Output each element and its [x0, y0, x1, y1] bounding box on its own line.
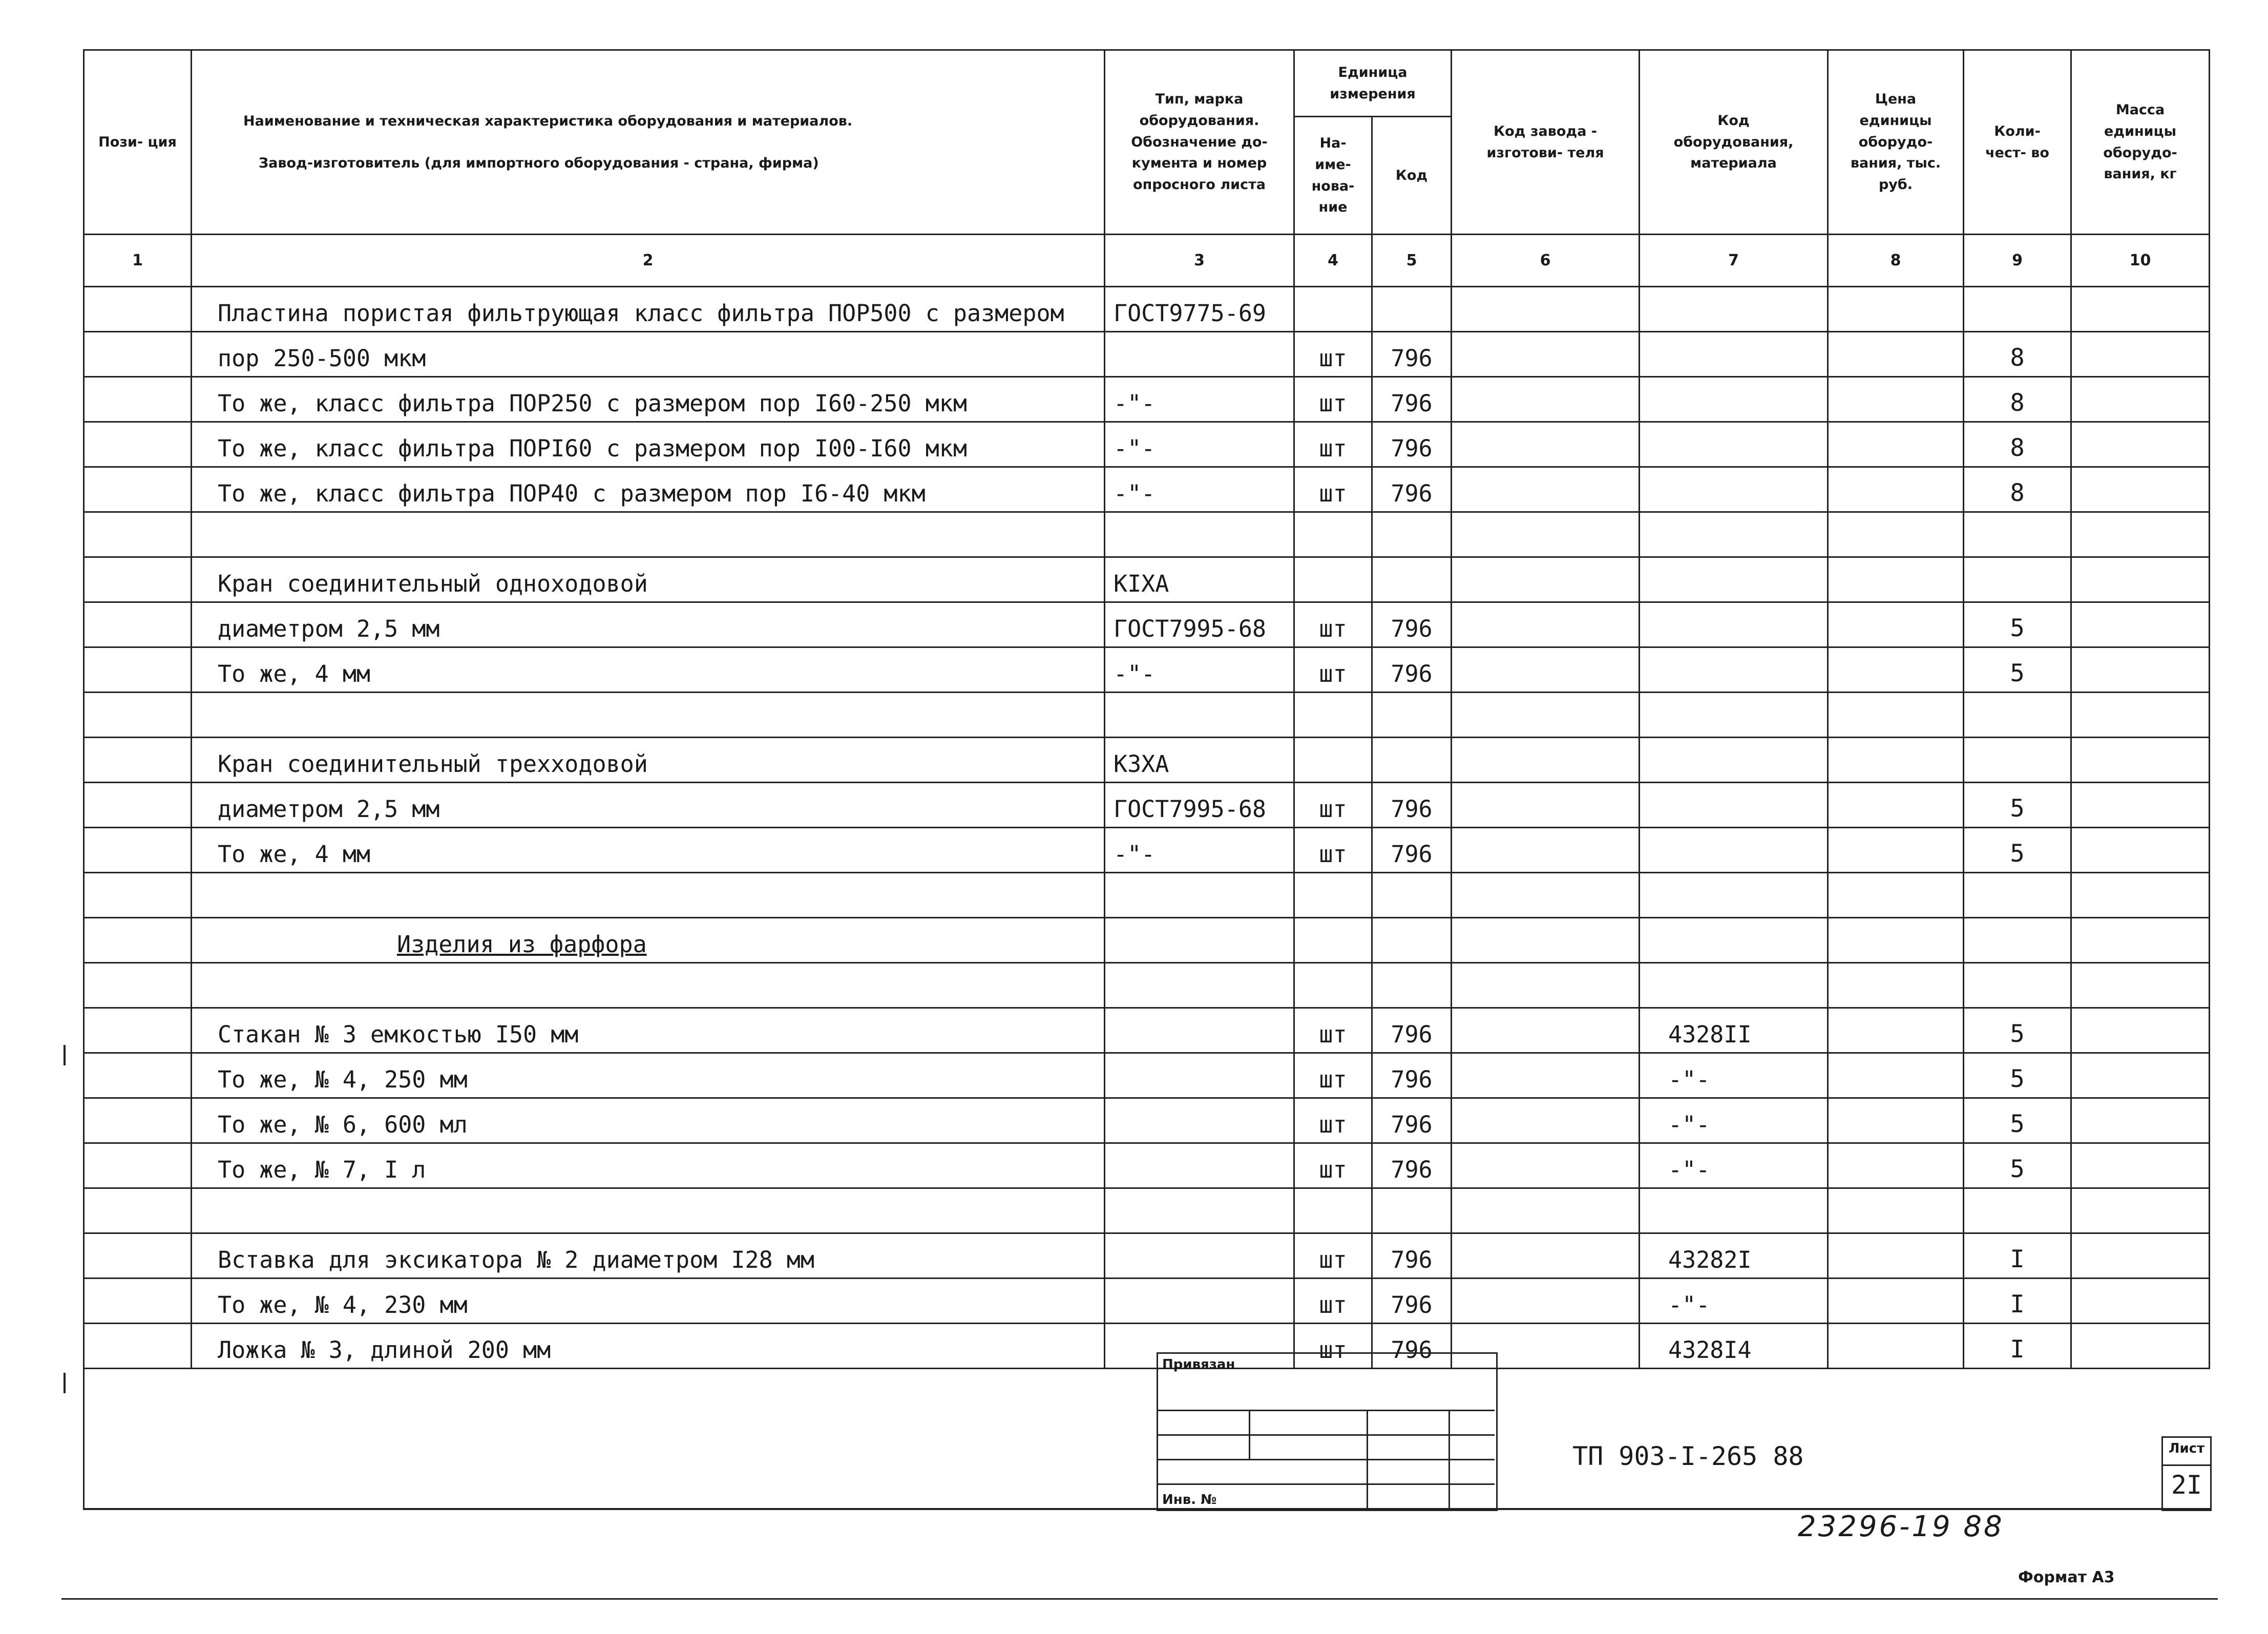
unit-name-cell: шт [1294, 1053, 1372, 1098]
table-row [84, 512, 2210, 557]
mass-cell [2071, 287, 2210, 332]
price-cell [1828, 512, 1964, 557]
column-number: 1 [84, 235, 192, 287]
unit-code-cell: 796 [1372, 647, 1452, 693]
quantity-cell [1964, 918, 2071, 963]
item-type-cell [1105, 1053, 1294, 1098]
specification-table [83, 49, 2210, 1369]
item-name-cell: Ложка № 3, длиной 200 мм [192, 1324, 1105, 1369]
table-row [84, 1279, 2210, 1324]
item-type-cell [1105, 873, 1294, 918]
material-code-cell: -"- [1640, 1053, 1828, 1098]
table-row [84, 1233, 2210, 1279]
material-code-cell [1640, 963, 1828, 1008]
item-type-cell: -"- [1105, 828, 1294, 873]
price-cell [1828, 557, 1964, 602]
column-number: 8 [1828, 235, 1964, 287]
item-type-cell: ГОСТ7995-68 [1105, 602, 1294, 647]
unit-name-cell: шт [1294, 828, 1372, 873]
item-type-cell: ГОСТ7995-68 [1105, 783, 1294, 828]
item-type-cell: -"- [1105, 467, 1294, 512]
mass-cell [2071, 1008, 2210, 1053]
material-code-cell [1640, 918, 1828, 963]
sheet-number: 2I [2163, 1464, 2210, 1500]
item-name-cell: Изделия из фарфора [192, 918, 1105, 963]
unit-code-cell: 796 [1372, 1098, 1452, 1143]
unit-code-cell: 796 [1372, 1143, 1452, 1188]
unit-code-cell [1372, 918, 1452, 963]
item-name-cell [192, 693, 1105, 738]
mass-cell [2071, 332, 2210, 377]
header-plant-code: Код завода - изготови- теля [1452, 50, 1640, 235]
item-name-cell: То же, 4 мм [192, 828, 1105, 873]
plant-code-cell [1452, 287, 1640, 332]
unit-name-cell: шт [1294, 1279, 1372, 1324]
format-label: Формат А3 [2018, 1568, 2115, 1586]
price-cell [1828, 1143, 1964, 1188]
item-type-cell: КIХА [1105, 557, 1294, 602]
mass-cell [2071, 738, 2210, 783]
item-type-cell: -"- [1105, 647, 1294, 693]
material-code-cell: 43282I [1640, 1233, 1828, 1279]
unit-name-cell [1294, 873, 1372, 918]
quantity-cell: 5 [1964, 1143, 2071, 1188]
item-type-cell [1105, 1143, 1294, 1188]
item-name-cell: То же, класс фильтра ПОРI60 с размером пор I00-I60 мкм [192, 422, 1105, 467]
unit-code-cell: 796 [1372, 1233, 1452, 1279]
unit-name-cell: шт [1294, 377, 1372, 422]
position-cell [84, 1233, 192, 1279]
plant-code-cell [1452, 1098, 1640, 1143]
header-name-line1: Наименование и техническая характеристика оборудования и материалов. [243, 113, 853, 129]
position-cell [84, 1188, 192, 1233]
mass-cell [2071, 1053, 2210, 1098]
material-code-cell [1640, 467, 1828, 512]
header-unit-code: Код [1372, 117, 1452, 235]
unit-name-cell [1294, 557, 1372, 602]
edge-tick [64, 1373, 66, 1393]
item-name-cell: Стакан № 3 емкостью I50 мм [192, 1008, 1105, 1053]
item-name-cell: Пластина пористая фильтрующая класс фильтра ПОР500 с размером [192, 287, 1105, 332]
mass-cell [2071, 1188, 2210, 1233]
table-row [84, 467, 2210, 512]
table-row [84, 1098, 2210, 1143]
quantity-cell: 5 [1964, 1098, 2071, 1143]
quantity-cell: 5 [1964, 783, 2071, 828]
mass-cell [2071, 512, 2210, 557]
unit-name-cell: шт [1294, 783, 1372, 828]
header-mass: Масса единицы оборудо- вания, кг [2071, 50, 2210, 235]
price-cell [1828, 828, 1964, 873]
table-row [84, 783, 2210, 828]
position-cell [84, 918, 192, 963]
position-cell [84, 783, 192, 828]
item-name-cell: То же, № 4, 230 мм [192, 1279, 1105, 1324]
mass-cell [2071, 693, 2210, 738]
column-number: 6 [1452, 235, 1640, 287]
item-type-cell [1105, 1188, 1294, 1233]
material-code-cell: 4328II [1640, 1008, 1828, 1053]
material-code-cell: -"- [1640, 1143, 1828, 1188]
quantity-cell: 5 [1964, 602, 2071, 647]
material-code-cell: 4328I4 [1640, 1324, 1828, 1369]
mass-cell [2071, 918, 2210, 963]
position-cell [84, 602, 192, 647]
quantity-cell: 8 [1964, 332, 2071, 377]
plant-code-cell [1452, 1053, 1640, 1098]
plant-code-cell [1452, 332, 1640, 377]
plant-code-cell [1452, 918, 1640, 963]
unit-code-cell [1372, 557, 1452, 602]
mass-cell [2071, 377, 2210, 422]
quantity-cell [1964, 738, 2071, 783]
unit-name-cell: шт [1294, 1324, 1372, 1369]
price-cell [1828, 1233, 1964, 1279]
position-cell [84, 1098, 192, 1143]
item-name-cell: То же, № 7, I л [192, 1143, 1105, 1188]
material-code-cell [1640, 602, 1828, 647]
unit-name-cell [1294, 918, 1372, 963]
quantity-cell: I [1964, 1233, 2071, 1279]
sheet-label: Лист [2168, 1441, 2205, 1456]
item-type-cell [1105, 1233, 1294, 1279]
mass-cell [2071, 647, 2210, 693]
material-code-cell [1640, 512, 1828, 557]
table-row [84, 647, 2210, 693]
price-cell [1828, 602, 1964, 647]
plant-code-cell [1452, 647, 1640, 693]
unit-name-cell: шт [1294, 467, 1372, 512]
table-row [84, 1008, 2210, 1053]
position-cell [84, 377, 192, 422]
price-cell [1828, 422, 1964, 467]
quantity-cell: 5 [1964, 647, 2071, 693]
plant-code-cell [1452, 783, 1640, 828]
price-cell [1828, 738, 1964, 783]
unit-code-cell: 796 [1372, 332, 1452, 377]
unit-name-cell: шт [1294, 422, 1372, 467]
item-name-cell [192, 873, 1105, 918]
header-type: Тип, марка оборудования. Обозначение до- кумента и номер опросного листа [1105, 50, 1294, 235]
unit-name-cell: шт [1294, 332, 1372, 377]
item-name-cell [192, 1188, 1105, 1233]
specification-rows [84, 287, 2210, 1369]
material-code-cell [1640, 332, 1828, 377]
position-cell [84, 738, 192, 783]
unit-name-cell [1294, 287, 1372, 332]
header-unit-group: Единица измерения [1294, 50, 1452, 117]
item-name-cell: диаметром 2,5 мм [192, 602, 1105, 647]
mass-cell [2071, 1279, 2210, 1324]
table-row [84, 873, 2210, 918]
sheet-number-box [2161, 1436, 2212, 1511]
item-name-cell: пор 250-500 мкм [192, 332, 1105, 377]
table-row [84, 332, 2210, 377]
mass-cell [2071, 828, 2210, 873]
bottom-border [61, 1598, 2218, 1600]
item-type-cell: -"- [1105, 377, 1294, 422]
plant-code-cell [1452, 738, 1640, 783]
unit-code-cell: 796 [1372, 783, 1452, 828]
price-cell [1828, 287, 1964, 332]
unit-code-cell: 796 [1372, 377, 1452, 422]
unit-code-cell [1372, 693, 1452, 738]
unit-code-cell [1372, 512, 1452, 557]
table-row [84, 918, 2210, 963]
position-cell [84, 873, 192, 918]
unit-name-cell [1294, 738, 1372, 783]
header-name-line2: Завод-изготовитель (для импортного оборудования - страна, фирма) [259, 155, 819, 171]
title-block [83, 1328, 2210, 1510]
item-type-cell [1105, 918, 1294, 963]
plant-code-cell [1452, 1143, 1640, 1188]
position-cell [84, 332, 192, 377]
unit-code-cell: 796 [1372, 1053, 1452, 1098]
table-row [84, 738, 2210, 783]
table-row [84, 557, 2210, 602]
price-cell [1828, 1053, 1964, 1098]
unit-code-cell [1372, 287, 1452, 332]
unit-name-cell: шт [1294, 1098, 1372, 1143]
price-cell [1828, 873, 1964, 918]
position-cell [84, 693, 192, 738]
inventory-label: Инв. № [1162, 1492, 1217, 1507]
item-name-cell: То же, класс фильтра ПОР250 с размером пор I60-250 мкм [192, 377, 1105, 422]
item-type-cell: -"- [1105, 422, 1294, 467]
item-name-cell: Вставка для эксикатора № 2 диаметром I28 мм [192, 1233, 1105, 1279]
unit-name-cell [1294, 512, 1372, 557]
price-cell [1828, 783, 1964, 828]
item-type-cell [1105, 693, 1294, 738]
quantity-cell [1964, 693, 2071, 738]
quantity-cell: I [1964, 1324, 2071, 1369]
column-number: 5 [1372, 235, 1452, 287]
price-cell [1828, 467, 1964, 512]
quantity-cell [1964, 873, 2071, 918]
material-code-cell [1640, 873, 1828, 918]
plant-code-cell [1452, 1008, 1640, 1053]
item-name-cell: Кран соединительный одноходовой [192, 557, 1105, 602]
unit-name-cell [1294, 963, 1372, 1008]
table-row [84, 828, 2210, 873]
table-row [84, 602, 2210, 647]
header-quantity: Коли- чест- во [1964, 50, 2071, 235]
material-code-cell [1640, 828, 1828, 873]
position-cell [84, 422, 192, 467]
position-cell [84, 828, 192, 873]
material-code-cell [1640, 287, 1828, 332]
plant-code-cell [1452, 1233, 1640, 1279]
quantity-cell: 8 [1964, 467, 2071, 512]
header-unit-name: На- име- нова- ние [1294, 117, 1372, 235]
item-name-cell [192, 512, 1105, 557]
price-cell [1828, 377, 1964, 422]
quantity-cell [1964, 1188, 2071, 1233]
unit-code-cell: 796 [1372, 422, 1452, 467]
price-cell [1828, 963, 1964, 1008]
stamp-grid [1157, 1410, 1495, 1508]
item-name-cell: То же, 4 мм [192, 647, 1105, 693]
quantity-cell: 8 [1964, 422, 2071, 467]
column-number: 3 [1105, 235, 1294, 287]
material-code-cell [1640, 693, 1828, 738]
price-cell [1828, 332, 1964, 377]
mass-cell [2071, 963, 2210, 1008]
column-number: 7 [1640, 235, 1828, 287]
position-cell [84, 467, 192, 512]
quantity-cell: 5 [1964, 828, 2071, 873]
price-cell [1828, 918, 1964, 963]
mass-cell [2071, 1143, 2210, 1188]
item-type-cell: КЗХА [1105, 738, 1294, 783]
table-row [84, 1143, 2210, 1188]
mass-cell [2071, 873, 2210, 918]
header-position: Пози- ция [84, 50, 192, 235]
position-cell [84, 1053, 192, 1098]
material-code-cell [1640, 557, 1828, 602]
quantity-cell: I [1964, 1279, 2071, 1324]
mass-cell [2071, 1233, 2210, 1279]
quantity-cell: 8 [1964, 377, 2071, 422]
unit-name-cell [1294, 1188, 1372, 1233]
edge-tick [64, 1045, 66, 1065]
unit-code-cell [1372, 1188, 1452, 1233]
unit-name-cell: шт [1294, 1233, 1372, 1279]
position-cell [84, 1279, 192, 1324]
unit-code-cell [1372, 738, 1452, 783]
plant-code-cell [1452, 828, 1640, 873]
position-cell [84, 1143, 192, 1188]
plant-code-cell [1452, 512, 1640, 557]
plant-code-cell [1452, 467, 1640, 512]
position-cell [84, 512, 192, 557]
plant-code-cell [1452, 422, 1640, 467]
material-code-cell: -"- [1640, 1279, 1828, 1324]
column-number: 4 [1294, 235, 1372, 287]
price-cell [1828, 1008, 1964, 1053]
position-cell [84, 1008, 192, 1053]
material-code-cell [1640, 647, 1828, 693]
price-cell [1828, 1279, 1964, 1324]
header-price: Цена единицы оборудо- вания, тыс. руб. [1828, 50, 1964, 235]
item-name-cell: То же, № 6, 600 мл [192, 1098, 1105, 1143]
mass-cell [2071, 1098, 2210, 1143]
quantity-cell [1964, 512, 2071, 557]
unit-name-cell: шт [1294, 1008, 1372, 1053]
quantity-cell: 5 [1964, 1008, 2071, 1053]
mass-cell [2071, 557, 2210, 602]
quantity-cell [1964, 287, 2071, 332]
item-type-cell [1105, 1098, 1294, 1143]
item-type-cell [1105, 332, 1294, 377]
material-code-cell [1640, 422, 1828, 467]
header-material-code: Код оборудования, материала [1640, 50, 1828, 235]
bound-label: Привязан [1162, 1357, 1235, 1372]
item-type-cell [1105, 1279, 1294, 1324]
unit-name-cell [1294, 693, 1372, 738]
table-row [84, 1053, 2210, 1098]
plant-code-cell [1452, 1279, 1640, 1324]
unit-code-cell: 796 [1372, 1008, 1452, 1053]
project-designation: ТП 903-I-265 88 [1572, 1441, 1804, 1471]
header-name [192, 50, 1105, 235]
plant-code-cell [1452, 1188, 1640, 1233]
plant-code-cell [1452, 377, 1640, 422]
position-cell [84, 287, 192, 332]
item-name-cell: диаметром 2,5 мм [192, 783, 1105, 828]
material-code-cell [1640, 738, 1828, 783]
position-cell [84, 557, 192, 602]
position-cell [84, 647, 192, 693]
material-code-cell [1640, 783, 1828, 828]
item-name-cell: То же, класс фильтра ПОР40 с размером пор I6-40 мкм [192, 467, 1105, 512]
quantity-cell [1964, 963, 2071, 1008]
table-row [84, 963, 2210, 1008]
price-cell [1828, 693, 1964, 738]
item-name-cell: Кран соединительный трехходовой [192, 738, 1105, 783]
plant-code-cell [1452, 963, 1640, 1008]
item-type-cell [1105, 1008, 1294, 1053]
mass-cell [2071, 602, 2210, 647]
price-cell [1828, 1188, 1964, 1233]
material-code-cell [1640, 377, 1828, 422]
unit-code-cell: 796 [1372, 1324, 1452, 1369]
plant-code-cell [1452, 602, 1640, 647]
table-row [84, 377, 2210, 422]
unit-code-cell: 796 [1372, 1279, 1452, 1324]
table-row [84, 693, 2210, 738]
price-cell [1828, 1098, 1964, 1143]
price-cell [1828, 647, 1964, 693]
unit-code-cell: 796 [1372, 602, 1452, 647]
column-number: 10 [2071, 235, 2210, 287]
unit-name-cell: шт [1294, 1143, 1372, 1188]
quantity-cell [1964, 557, 2071, 602]
unit-code-cell [1372, 963, 1452, 1008]
unit-name-cell: шт [1294, 647, 1372, 693]
item-name-cell [192, 963, 1105, 1008]
unit-code-cell: 796 [1372, 467, 1452, 512]
mass-cell [2071, 783, 2210, 828]
table-row [84, 287, 2210, 332]
table-row [84, 422, 2210, 467]
column-number: 2 [192, 235, 1105, 287]
mass-cell [2071, 422, 2210, 467]
plant-code-cell [1452, 693, 1640, 738]
item-name-cell: То же, № 4, 250 мм [192, 1053, 1105, 1098]
document-number: 23296-19 88 [1798, 1510, 2004, 1543]
quantity-cell: 5 [1964, 1053, 2071, 1098]
mass-cell [2071, 467, 2210, 512]
item-type-cell: ГОСТ9775-69 [1105, 287, 1294, 332]
unit-code-cell [1372, 873, 1452, 918]
column-number: 9 [1964, 235, 2071, 287]
position-cell [84, 963, 192, 1008]
unit-name-cell: шт [1294, 602, 1372, 647]
item-type-cell [1105, 512, 1294, 557]
item-type-cell [1105, 963, 1294, 1008]
plant-code-cell [1452, 873, 1640, 918]
material-code-cell [1640, 1188, 1828, 1233]
plant-code-cell [1452, 557, 1640, 602]
unit-code-cell: 796 [1372, 828, 1452, 873]
table-row [84, 1188, 2210, 1233]
material-code-cell: -"- [1640, 1098, 1828, 1143]
